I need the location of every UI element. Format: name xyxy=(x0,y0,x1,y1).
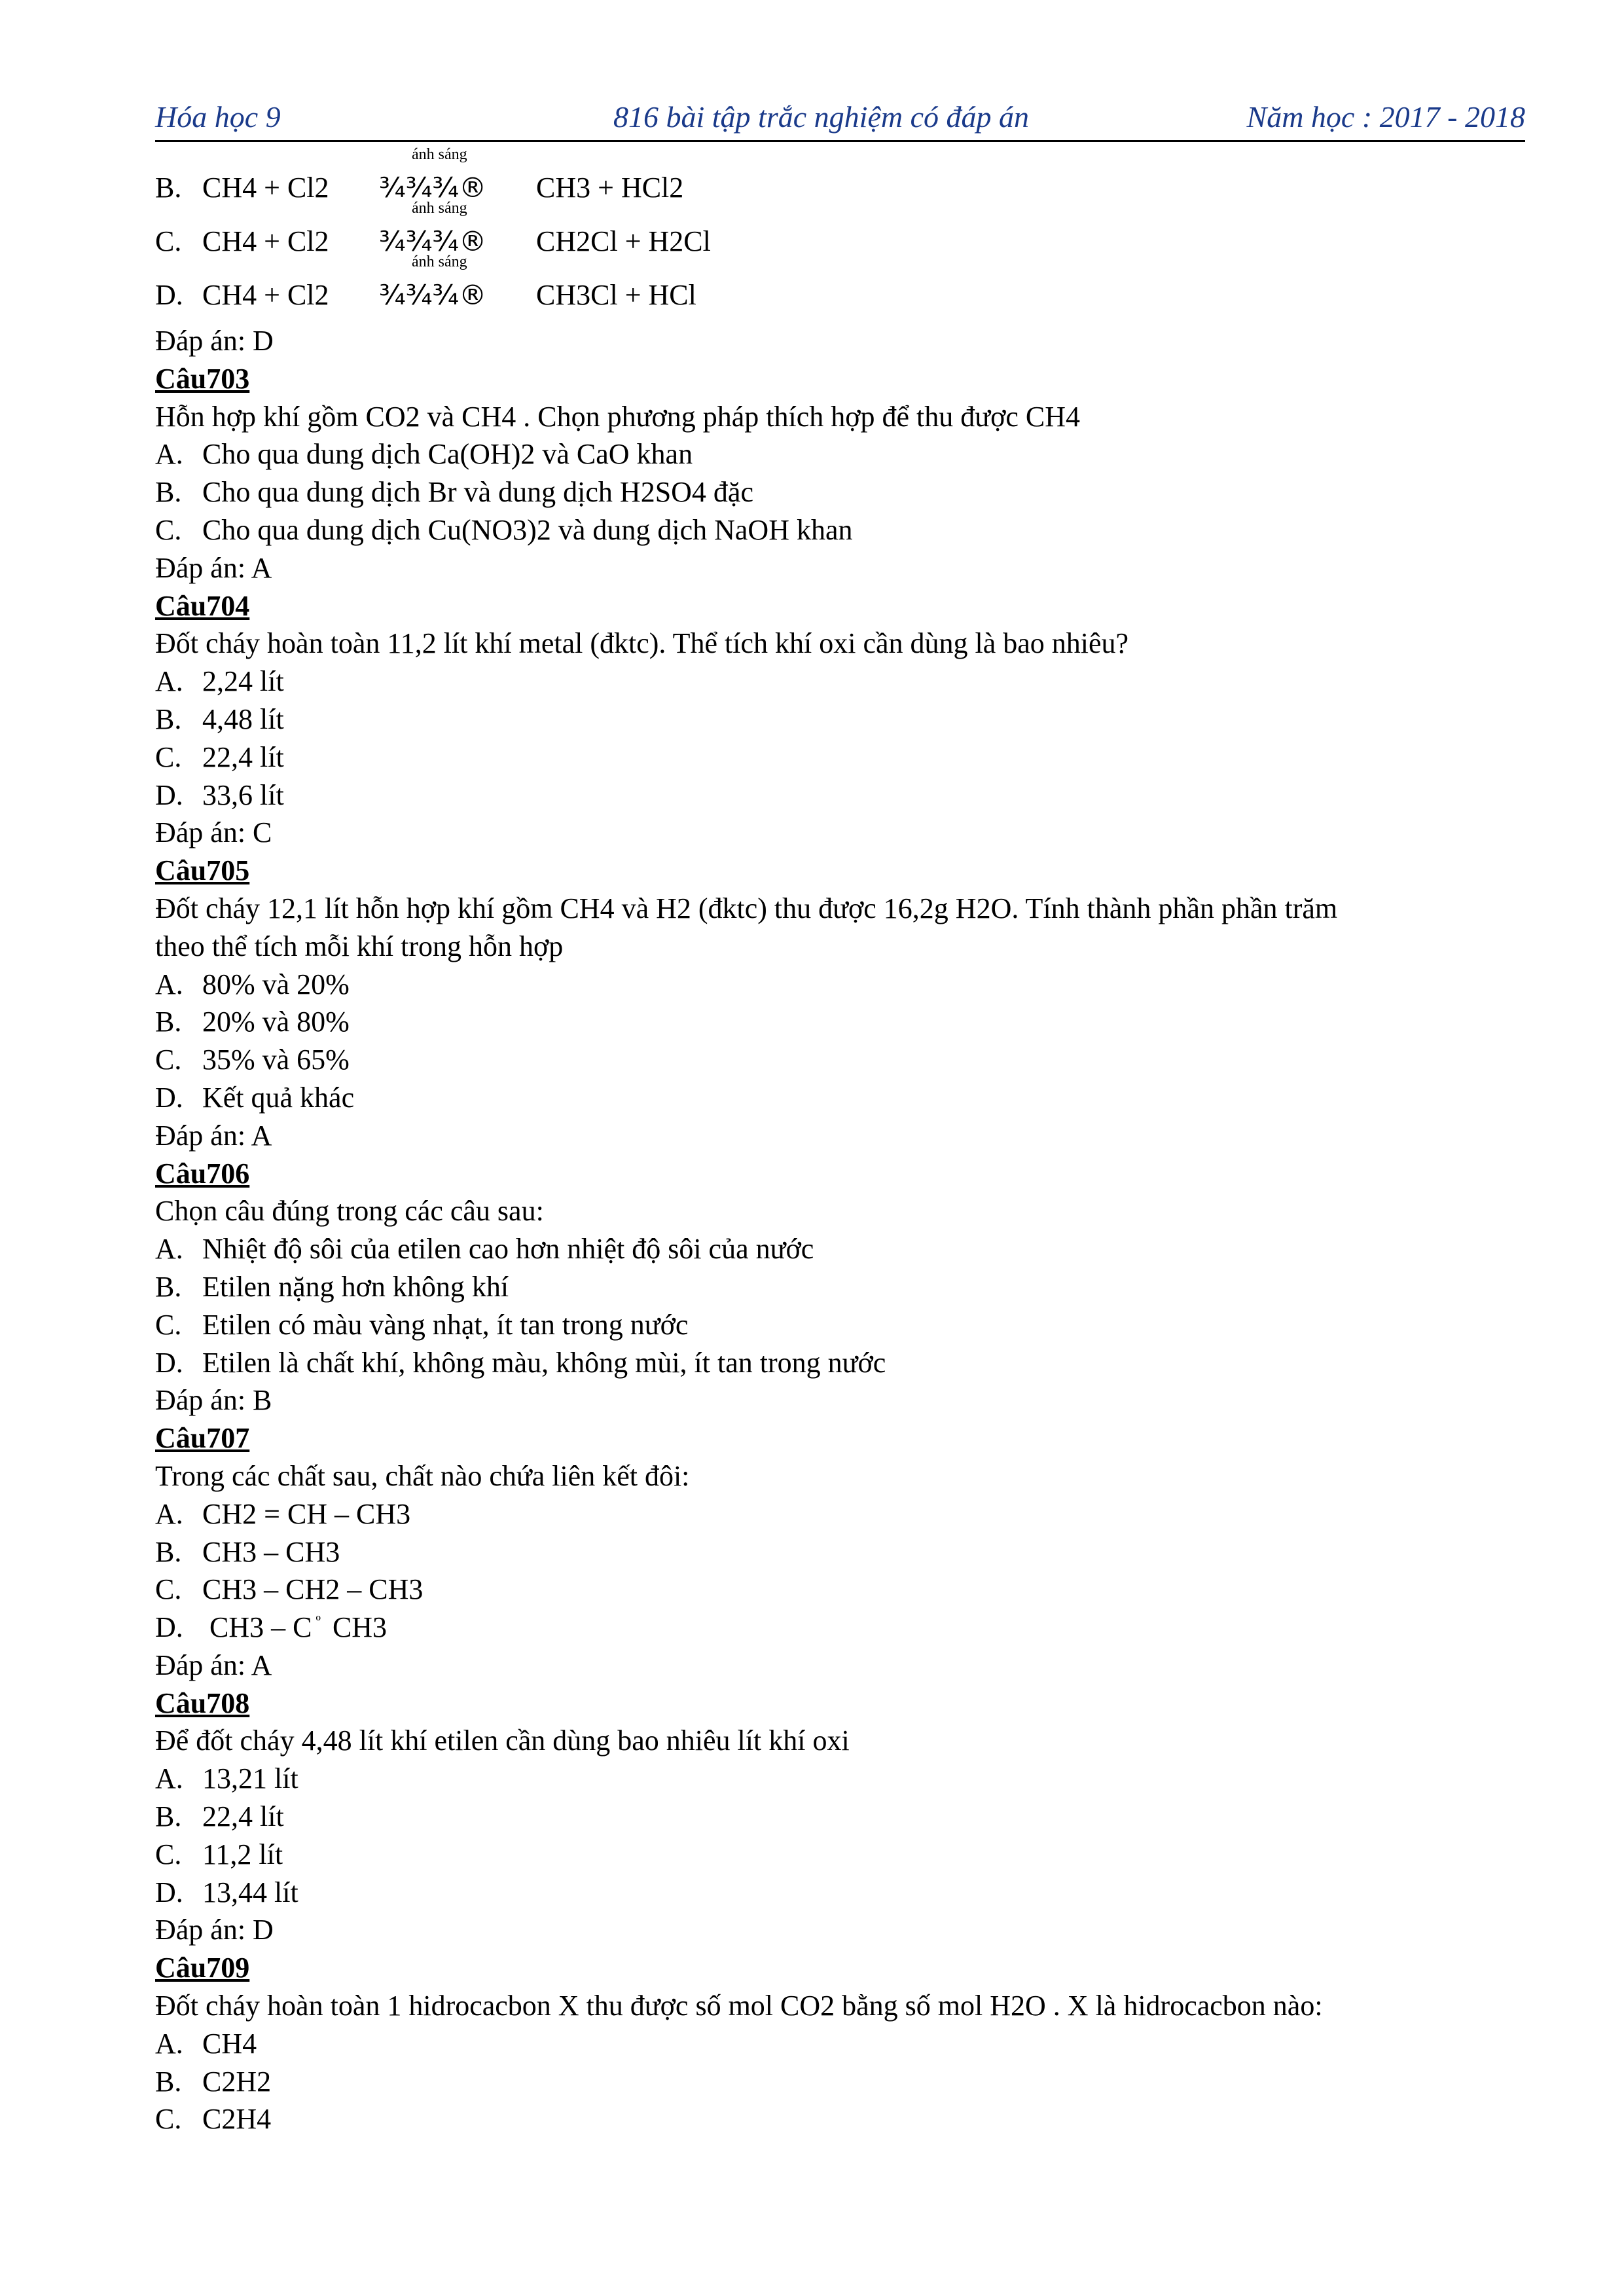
option-item: C. Etilen có màu vàng nhạt, ít tan trong nước xyxy=(155,1308,689,1341)
option-item: C. Cho qua dung dịch Cu(NO3)2 và dung dịch NaOH khan xyxy=(155,513,853,546)
option-item: D. Kết quả khác xyxy=(155,1081,355,1114)
question-title: Câu706 xyxy=(155,1157,250,1190)
reaction-arrow-icon: ¾¾¾® xyxy=(379,172,487,204)
question-text: Đốt cháy hoàn toàn 1 hidrocacbon X thu được số mol CO2 bằng số mol H2O . X là hidrocacbon nào: xyxy=(155,1990,1323,2022)
option-item: C. 11,2 lít xyxy=(155,1838,283,1870)
option-item: C. 35% và 65% xyxy=(155,1044,350,1076)
answer-line: Đáp án: C xyxy=(155,816,272,849)
option-item: B. Etilen nặng hơn không khí xyxy=(155,1270,509,1303)
document-body xyxy=(155,146,1525,2138)
question-title: Câu707 xyxy=(155,1422,250,1455)
option-item: A. CH4 xyxy=(155,2027,257,2060)
option-item: C. CH3 – CH2 – CH3 xyxy=(155,1573,424,1606)
option-item: D. CH3 – C $^º$ CH3 xyxy=(155,1611,388,1644)
option-item: B. Cho qua dung dịch Br và dung dịch H2SO4 đặc xyxy=(155,476,753,509)
reaction-arrow-icon: ¾¾¾® xyxy=(379,279,487,311)
triple-bond-symbol: º xyxy=(316,1613,321,1631)
answer-line: Đáp án: D xyxy=(155,1914,274,1946)
answer-line: Đáp án: A xyxy=(155,1649,272,1681)
answer-line: Đáp án: A xyxy=(155,1119,272,1152)
option-item: B. CH3 – CH3 xyxy=(155,1535,340,1568)
option-item: D. Etilen là chất khí, không màu, không mùi, ít tan trong nước xyxy=(155,1346,886,1379)
page-header xyxy=(155,97,1525,142)
option-item: D. 13,44 lít xyxy=(155,1876,298,1908)
question-text: Đốt cháy 12,1 lít hỗn hợp khí gồm CH4 và H2 (đktc) thu được 16,2g H2O. Tính thành phần phần trăm xyxy=(155,892,1338,924)
header-school-year: Năm học : 2017 - 2018 xyxy=(1246,100,1525,134)
option-item: B. 22,4 lít xyxy=(155,1800,284,1833)
reaction-condition: ánh sáng xyxy=(412,146,467,163)
option-item: C. 22,4 lít xyxy=(155,740,284,773)
reaction-arrow-icon: ¾¾¾® xyxy=(379,225,487,257)
option-item: A. 2,24 lít xyxy=(155,665,284,698)
option-item: A. 13,21 lít xyxy=(155,1762,298,1795)
question-title: Câu708 xyxy=(155,1686,250,1719)
option-item: C. C2H4 xyxy=(155,2103,272,2136)
reaction-condition: ánh sáng xyxy=(412,253,467,270)
question-text: Để đốt cháy 4,48 lít khí etilen cần dùng bao nhiêu lít khí oxi xyxy=(155,1724,850,1757)
question-title: Câu709 xyxy=(155,1952,250,1984)
question-title: Câu704 xyxy=(155,589,250,622)
question-text: Trong các chất sau, chất nào chứa liên kết đôi: xyxy=(155,1459,690,1492)
question-title: Câu705 xyxy=(155,854,250,887)
option-item: A. Nhiệt độ sôi của etilen cao hơn nhiệt độ sôi của nước xyxy=(155,1233,814,1266)
answer-line: Đáp án: A xyxy=(155,551,272,584)
question-title: Câu703 xyxy=(155,362,250,395)
header-title: 816 bài tập trắc nghiệm có đáp án xyxy=(613,100,1029,134)
answer-line: Đáp án: B xyxy=(155,1384,272,1417)
question-text: Chọn câu đúng trong các câu sau: xyxy=(155,1195,544,1228)
question-text: Hỗn hợp khí gồm CO2 và CH4 . Chọn phương pháp thích hợp để thu được CH4 xyxy=(155,400,1081,433)
reaction-option-d: D. CH4 + Cl2 ¾¾¾® ánh sáng CH3Cl + HCl xyxy=(155,268,1525,322)
question-text-continued: theo thể tích mỗi khí trong hỗn hợp xyxy=(155,930,564,962)
option-item: D. 33,6 lít xyxy=(155,778,284,811)
option-item: A. CH2 = CH – CH3 xyxy=(155,1497,411,1530)
question-text: Đốt cháy hoàn toàn 11,2 lít khí metal (đktc). Thể tích khí oxi cần dùng là bao nhiêu? xyxy=(155,627,1129,660)
answer-line: Đáp án: D xyxy=(155,325,274,357)
reaction-condition: ánh sáng xyxy=(412,200,467,217)
option-item: B. 4,48 lít xyxy=(155,702,284,735)
option-item: A. Cho qua dung dịch Ca(OH)2 và CaO khan xyxy=(155,438,693,471)
reaction-option-b: B. CH4 + Cl2 ¾¾¾® ánh sáng CH3 + HCl2 xyxy=(155,161,1525,215)
header-subject: Hóa học 9 xyxy=(155,100,281,134)
option-item: B. C2H2 xyxy=(155,2065,272,2098)
option-item: B. 20% và 80% xyxy=(155,1006,350,1038)
option-item: A. 80% và 20% xyxy=(155,968,350,1000)
reaction-option-c: C. CH4 + Cl2 ¾¾¾® ánh sáng CH2Cl + H2Cl xyxy=(155,215,1525,268)
